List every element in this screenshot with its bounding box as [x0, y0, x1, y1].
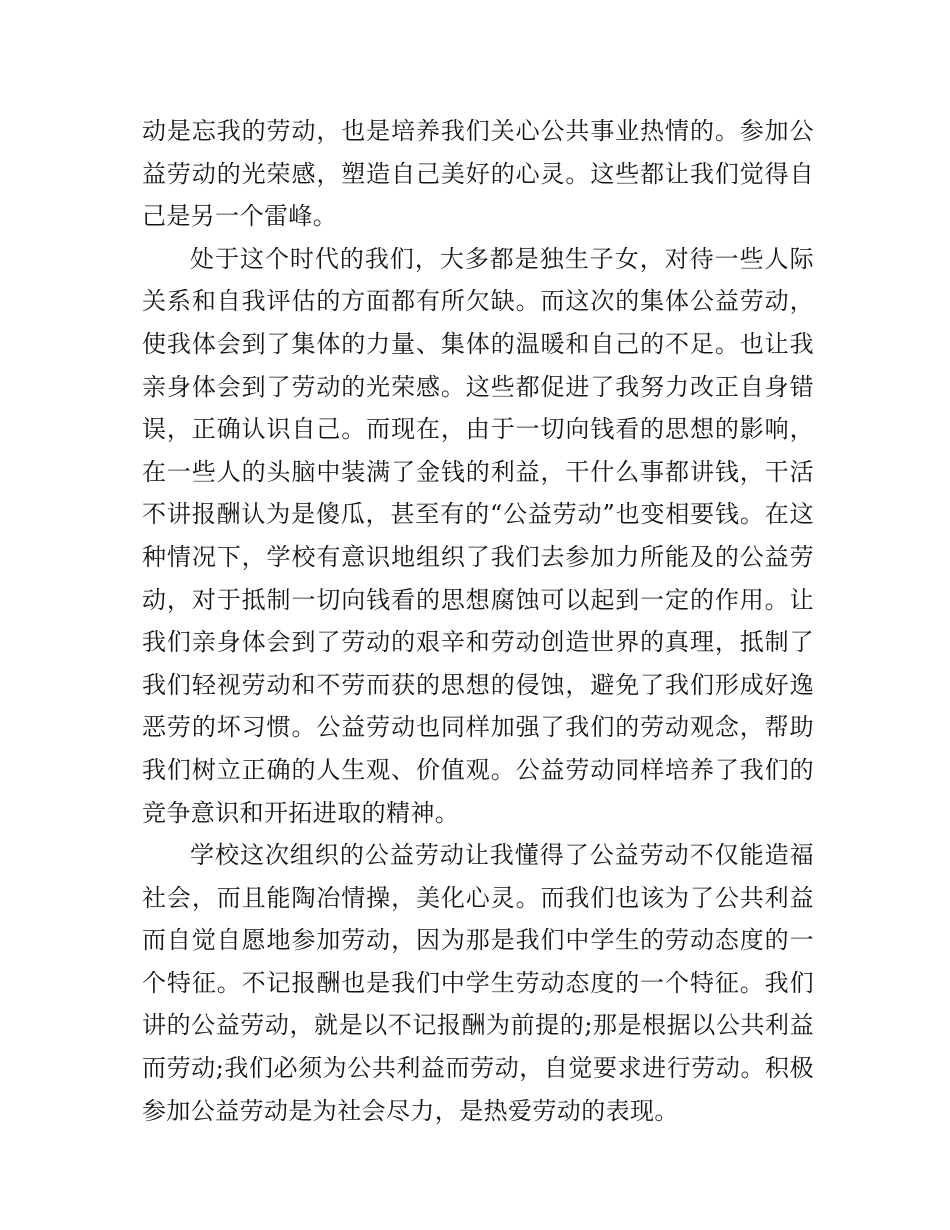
document-body: [142, 110, 814, 1132]
paragraph-continuation: 动是忘我的劳动，也是培养我们关心公共事业热情的。参加公益劳动的光荣感，塑造自己美好的心灵。这些都让我们觉得自己是另一个雷峰。: [142, 117, 814, 231]
paragraph-reflection: 处于这个时代的我们，大多都是独生子女，对待一些人际关系和自我评估的方面都有所欠缺。而这次的集体公益劳动，使我体会到了集体的力量、集体的温暖和自己的不足。也让我亲身体会到了劳动的光荣感。这些都促进了我努力改正自身错误，正确认识自己。而现在，由于一切向钱看的思想的影响，在一些人的头脑中装满了金钱的利益，干什么事都讲钱，干活不讲报酬认为是傻瓜，甚至有的“公益劳动”也变相要钱。在这种情况下，学校有意识地组织了我们去参加力所能及的公益劳动，对于抵制一切向钱看的思想腐蚀可以起到一定的作用。让我们亲身体会到了劳动的艰辛和劳动创造世界的真理，抵制了我们轻视劳动和不劳而获的思想的侵蚀，避免了我们形成好逸恶劳的坏习惯。公益劳动也同样加强了我们的劳动观念，帮助我们树立正确的人生观、价值观。公益劳动同样培养了我们的竞争意识和开拓进取的精神。: [142, 244, 814, 827]
paragraph-conclusion: 学校这次组织的公益劳动让我懂得了公益劳动不仅能造福社会，而且能陶冶情操，美化心灵。而我们也该为了公共利益而自觉自愿地参加劳动，因为那是我们中学生的劳动态度的一个特征。不记报酬也是我们中学生劳动态度的一个特征。我们讲的公益劳动，就是以不记报酬为前提的;那是根据以公共利益而劳动;我们必须为公共利益而劳动，自觉要求进行劳动。积极参加公益劳动是为社会尽力，是热爱劳动的表现。: [142, 841, 814, 1125]
